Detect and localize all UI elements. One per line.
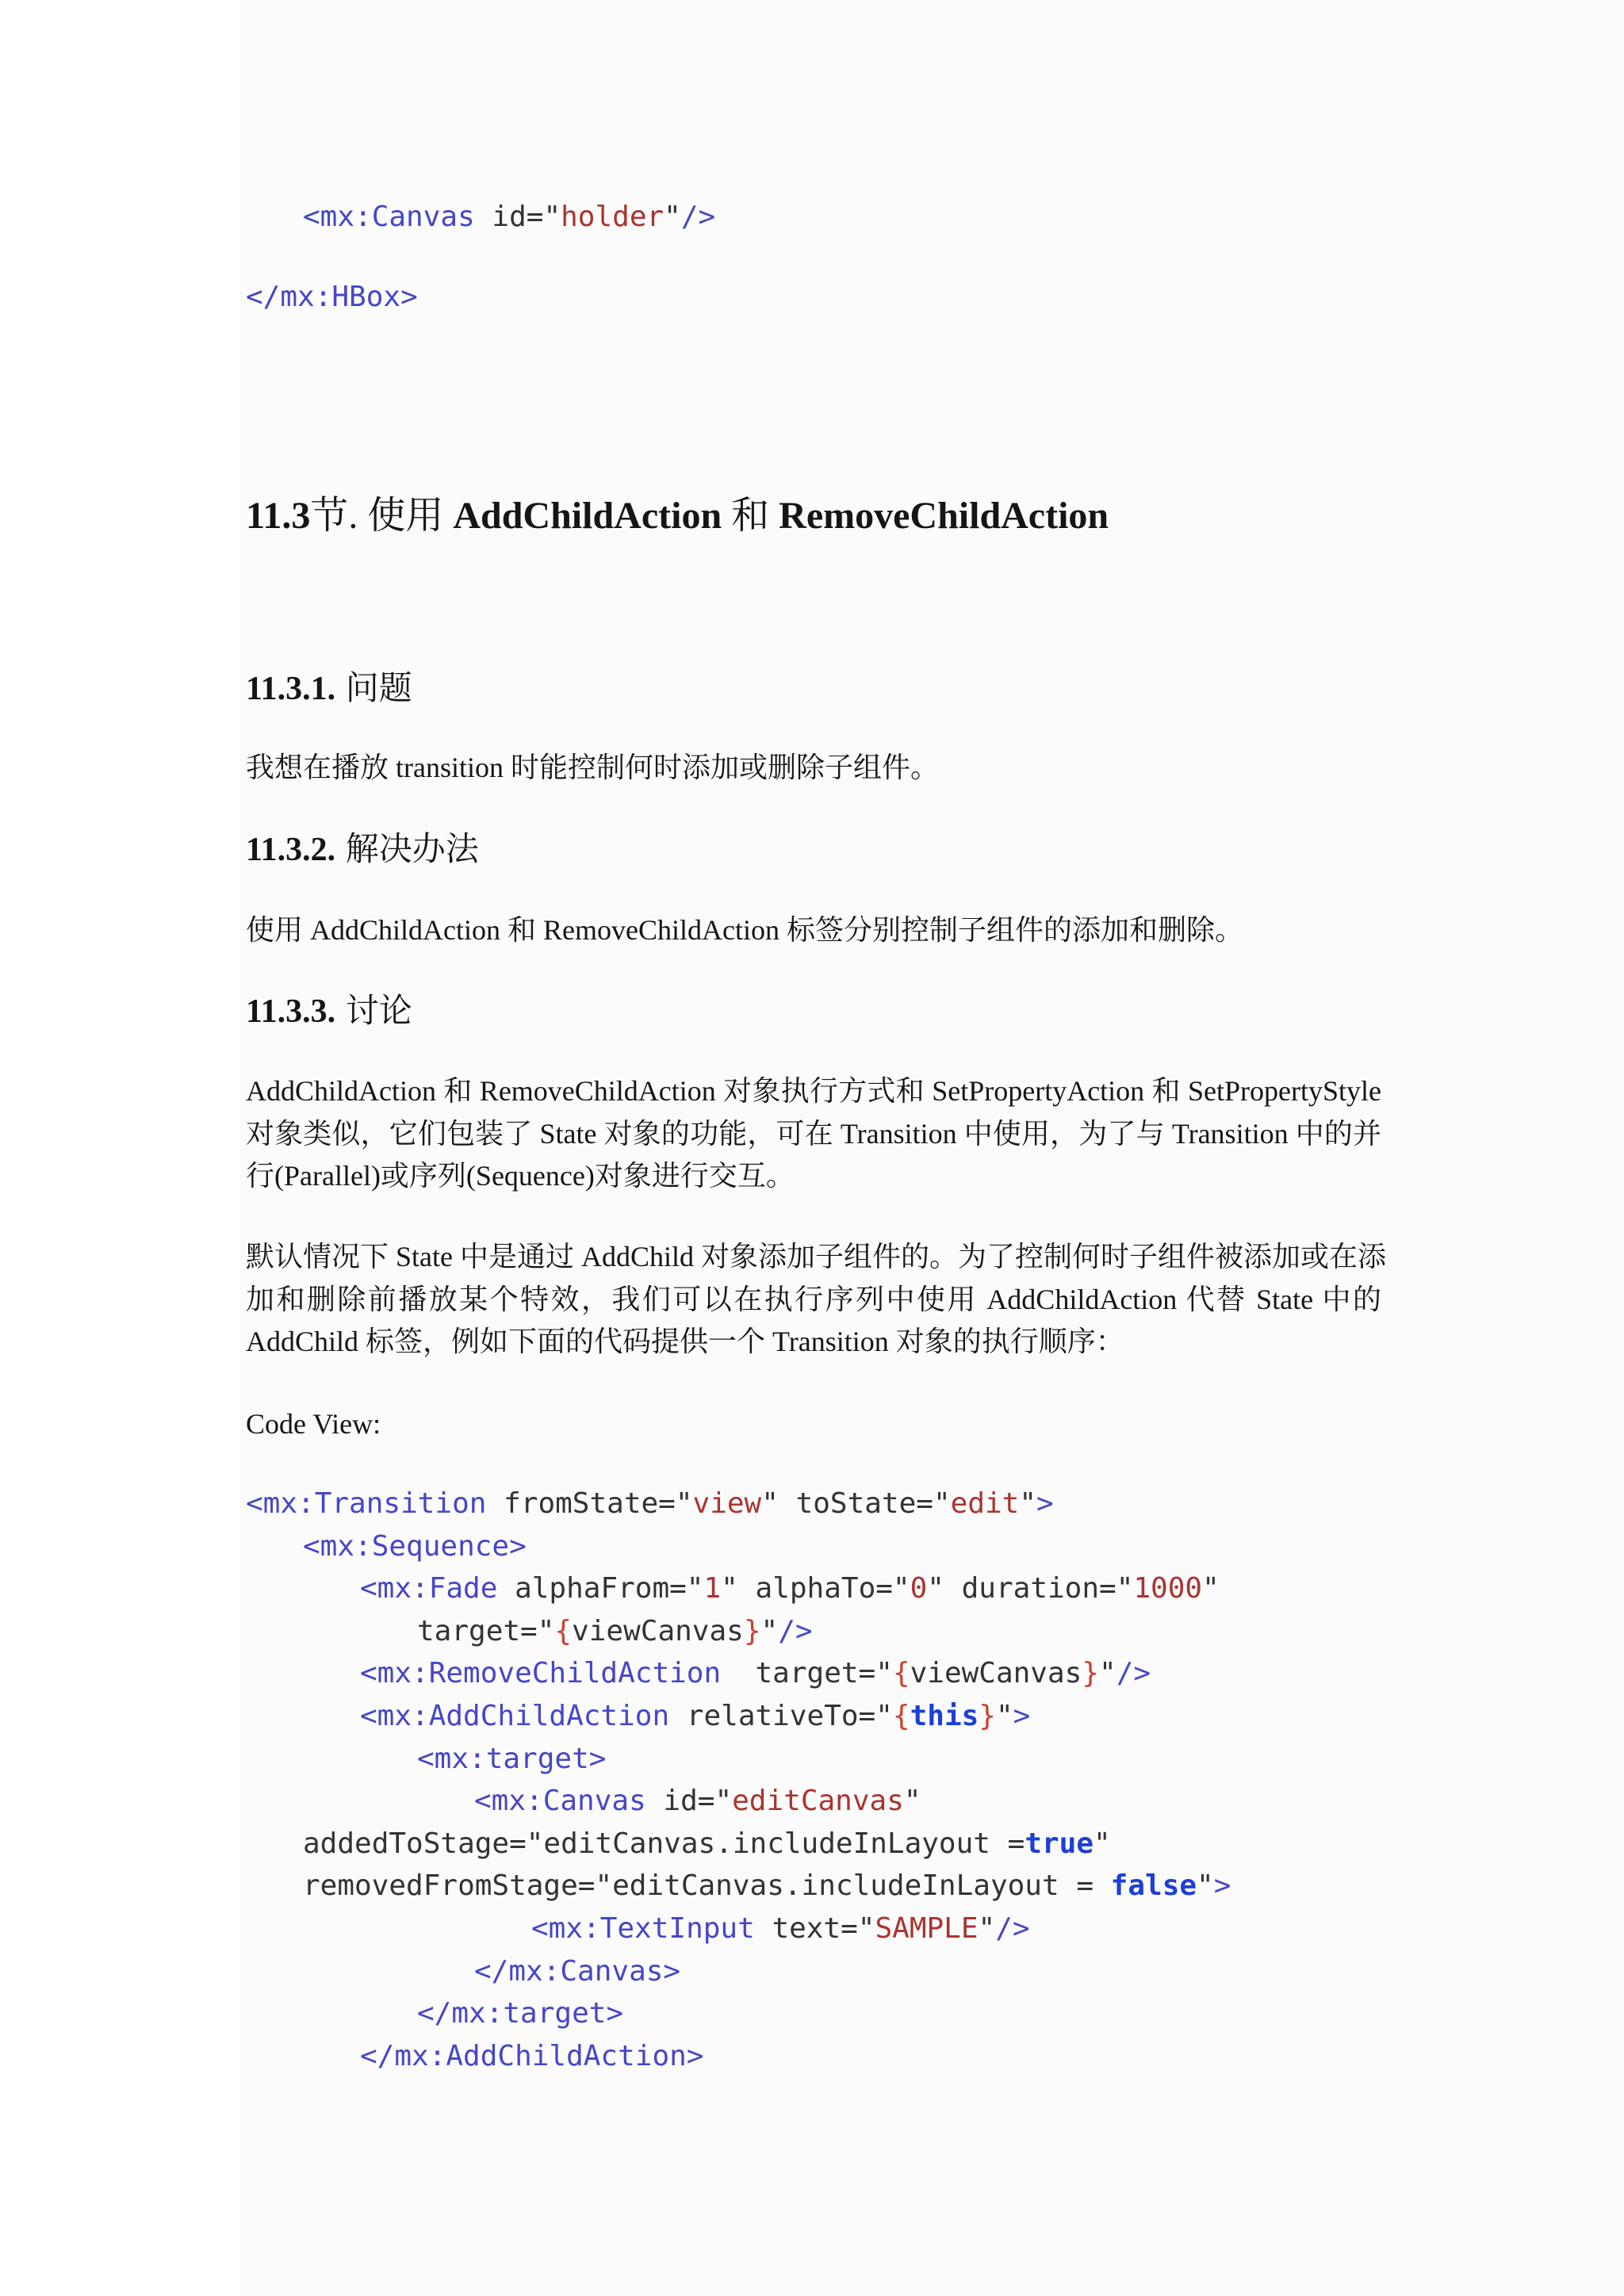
code-tag: </mx:HBox> xyxy=(246,281,418,313)
heading-text: 节. 使用 xyxy=(310,495,454,537)
subsection-heading xyxy=(246,668,412,710)
code-line xyxy=(246,1567,1231,1610)
code-punctuation: " xyxy=(1197,1869,1214,1903)
paragraph-line: 加和删除前播放某个特效，我们可以在执行序列中使用 AddChildAction 代替 State 中的 xyxy=(246,1283,1381,1315)
code-value: SAMPLE xyxy=(875,1911,979,1945)
code-tag: /> xyxy=(778,1614,813,1647)
code-attribute: relativeTo=" xyxy=(669,1699,893,1732)
code-brace: } xyxy=(743,1614,761,1647)
subsection-title: 解决办法 xyxy=(345,832,479,868)
code-value: holder xyxy=(561,201,665,233)
code-view-label xyxy=(246,1403,1381,1446)
paragraph xyxy=(246,1236,1386,1364)
code-attribute: target=" xyxy=(721,1657,893,1690)
code-value: editCanvas xyxy=(732,1785,904,1818)
subsection-number: 11.3.3. xyxy=(246,993,336,1030)
section-heading xyxy=(246,492,1109,540)
code-attribute: alphaFrom=" xyxy=(497,1572,704,1605)
paragraph xyxy=(246,909,1381,952)
code-tag: <mx:target> xyxy=(417,1742,607,1775)
code-line xyxy=(246,2035,1231,2078)
code-tag: <mx:Sequence> xyxy=(303,1529,527,1563)
paragraph-line: AddChild 标签，例如下面的代码提供一个 Transition 对象的执行顺序： xyxy=(246,1326,1124,1358)
code-line xyxy=(246,1908,1231,1950)
code-block xyxy=(246,1483,1231,2077)
code-value: edit xyxy=(950,1487,1020,1520)
code-tag: > xyxy=(1013,1699,1031,1732)
code-tag: /> xyxy=(1116,1657,1151,1690)
code-punctuation: " xyxy=(995,1699,1013,1732)
code-brace: } xyxy=(1082,1657,1100,1690)
code-punctuation: " xyxy=(1094,1827,1111,1860)
code-tag: > xyxy=(1213,1869,1231,1903)
heading-text: 和 xyxy=(722,495,779,537)
code-attribute: id=" xyxy=(474,201,561,233)
code-line xyxy=(246,196,715,239)
code-attribute: addedToStage="editCanvas.includeInLayout = xyxy=(303,1827,1025,1860)
code-tag: <mx:Canvas xyxy=(474,1785,646,1818)
code-line xyxy=(246,1695,1231,1738)
code-expression: viewCanvas xyxy=(910,1657,1082,1690)
code-tag: /> xyxy=(995,1911,1030,1945)
paragraph xyxy=(246,1070,1381,1198)
code-line xyxy=(246,1865,1231,1908)
paragraph-line: 默认情况下 State 中是通过 AddChild 对象添加子组件的。为了控制何时子组件被添加或在添 xyxy=(246,1241,1386,1272)
paragraph-line: 对象类似，它们包装了 State 对象的功能，可在 Transition 中使用，为了与 Transition 中的并 xyxy=(246,1117,1381,1150)
subsection-number: 11.3.1. xyxy=(246,671,336,707)
code-line xyxy=(246,1525,1231,1568)
code-expression: viewCanvas xyxy=(572,1614,744,1647)
code-brace: { xyxy=(892,1699,910,1732)
code-line xyxy=(246,1780,1231,1823)
code-tag: <mx:AddChildAction xyxy=(360,1699,670,1732)
paragraph-line: 我想在播放 transition 时能控制何时添加或删除子组件。 xyxy=(246,752,939,783)
code-punctuation: " xyxy=(760,1614,779,1647)
code-punctuation: " xyxy=(978,1911,996,1945)
code-tag: <mx:TextInput xyxy=(531,1911,755,1945)
code-line xyxy=(246,1652,1231,1695)
heading-text: AddChildAction xyxy=(453,495,722,537)
code-line xyxy=(246,1738,1231,1781)
code-punctuation: " xyxy=(664,201,681,233)
code-tag: </mx:AddChildAction> xyxy=(360,2039,704,2072)
code-punctuation: " xyxy=(903,1785,921,1818)
code-brace: } xyxy=(979,1699,996,1732)
code-tag: </mx:target> xyxy=(417,1997,624,2030)
code-tag: > xyxy=(1036,1487,1054,1520)
code-attribute: " toState=" xyxy=(761,1487,951,1520)
code-value: view xyxy=(692,1487,762,1520)
code-value: 1000 xyxy=(1133,1572,1203,1605)
code-line xyxy=(246,1823,1231,1866)
code-value: 1 xyxy=(703,1572,722,1605)
code-tag: /> xyxy=(680,201,716,233)
subsection-heading xyxy=(246,990,412,1033)
code-line xyxy=(246,276,715,319)
code-keyword: this xyxy=(910,1699,979,1732)
code-punctuation: " xyxy=(1019,1487,1037,1520)
code-punctuation: " xyxy=(1099,1657,1116,1690)
code-tag: <mx:RemoveChildAction xyxy=(360,1657,722,1690)
code-tag: <mx:Canvas xyxy=(303,201,475,233)
code-tag: </mx:Canvas> xyxy=(474,1954,681,1988)
subsection-title: 问题 xyxy=(345,671,412,707)
code-punctuation: " xyxy=(1202,1572,1220,1605)
code-keyword: false xyxy=(1110,1869,1197,1903)
paragraph-line: Code View: xyxy=(246,1408,381,1440)
code-attribute: " duration=" xyxy=(927,1572,1134,1605)
code-attribute: " alphaTo=" xyxy=(721,1572,910,1605)
paragraph xyxy=(246,747,1381,790)
code-line xyxy=(246,1610,1231,1653)
paragraph-line: 行(Parallel)或序列(Sequence)对象进行交互。 xyxy=(246,1160,795,1192)
code-attribute: text=" xyxy=(754,1911,875,1945)
code-line xyxy=(246,1483,1231,1525)
code-block-continued xyxy=(246,196,715,319)
code-tag: <mx:Fade xyxy=(360,1572,498,1605)
code-keyword: true xyxy=(1025,1827,1094,1860)
code-attribute: fromState=" xyxy=(486,1487,693,1520)
code-tag: <mx:Transition xyxy=(246,1487,487,1520)
heading-text: RemoveChildAction xyxy=(779,495,1109,537)
code-brace: { xyxy=(554,1614,573,1647)
subsection-heading xyxy=(246,828,479,871)
code-attribute: id=" xyxy=(645,1785,733,1818)
paragraph-line: 使用 AddChildAction 和 RemoveChildAction 标签分别控制子组件的添加和删除。 xyxy=(246,914,1243,946)
code-value: 0 xyxy=(910,1572,928,1605)
code-attribute: removedFromStage="editCanvas.includeInLayout = xyxy=(303,1869,1111,1903)
subsection-number: 11.3.2. xyxy=(246,832,336,868)
code-brace: { xyxy=(892,1657,910,1690)
paragraph-line: AddChildAction 和 RemoveChildAction 对象执行方式和 SetPropertyAction 和 SetPropertyStyle xyxy=(246,1075,1381,1107)
subsection-title: 讨论 xyxy=(345,993,412,1030)
code-attribute: target=" xyxy=(417,1614,555,1647)
section-number: 11.3 xyxy=(246,495,311,537)
code-line xyxy=(246,1950,1231,1993)
code-line xyxy=(246,1992,1231,2035)
